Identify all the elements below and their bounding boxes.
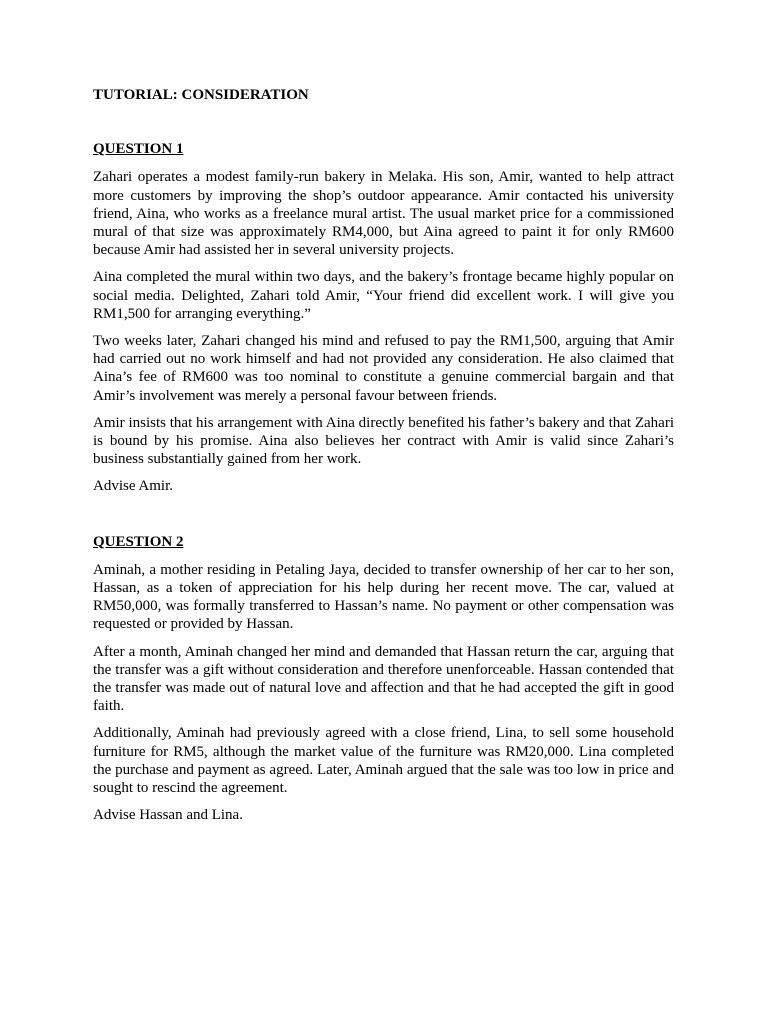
question-2-heading: QUESTION 2 xyxy=(93,533,184,550)
question-2-advise: Advise Hassan and Lina. xyxy=(93,807,243,824)
question-2-paragraph-2: After a month, Aminah changed her mind and demanded that Hassan return the car, arguing that the transfer was a gift without consideration and therefore unenforceable. Hassan contended that the transfer was made out of natural love and affection and that he had accepted the gift in good faith. xyxy=(93,643,674,715)
question-1-section xyxy=(93,140,674,495)
document-title: TUTORIAL: CONSIDERATION xyxy=(93,87,309,103)
question-2-paragraph-3: Additionally, Aminah had previously agreed with a close friend, Lina, to sell some household furniture for RM5, although the market value of the furniture was RM20,000. Lina completed the purchase and payment as agreed. Later, Aminah argued that the sale was too low in price and sought to rescind the agreement. xyxy=(93,725,674,797)
question-2-paragraph-1: Aminah, a mother residing in Petaling Jaya, decided to transfer ownership of her car to her son, Hassan, as a token of appreciation for his help during her recent move. The car, valued at RM50,000, was formally transferred to Hassan’s name. No payment or other compensation was requested or provided by Hassan. xyxy=(93,561,674,633)
question-2-section xyxy=(93,533,674,825)
question-1-paragraph-1: Zahari operates a modest family-run bakery in Melaka. His son, Amir, wanted to help attract more customers by improving the shop’s outdoor appearance. Amir contacted his university friend, Aina, who works as a freelance mural artist. The usual market price for a commissioned mural of that size was approximately RM4,000, but Aina agreed to paint it for only RM600 because Amir had assisted her in several university projects. xyxy=(93,169,674,259)
question-1-advise: Advise Amir. xyxy=(93,478,174,495)
question-1-heading: QUESTION 1 xyxy=(93,141,184,158)
question-1-paragraph-2: Aina completed the mural within two days, and the bakery’s frontage became highly popular on social media. Delighted, Zahari told Amir, “Your friend did excellent work. I will give you RM1,500 for arranging everything.” xyxy=(93,269,674,322)
section-spacer xyxy=(93,496,674,533)
question-1-paragraph-3: Two weeks later, Zahari changed his mind and refused to pay the RM1,500, arguing that Amir had carried out no work himself and had not provided any consideration. He also claimed that Aina’s fee of RM600 was too nominal to constitute a genuine commercial bargain and that Amir’s involvement was merely a personal favour between friends. xyxy=(93,333,674,404)
question-1-paragraph-4: Amir insists that his arrangement with Aina directly benefited his father’s bakery and that Zahari is bound by his promise. Aina also believes her contract with Amir is valid since Zahari’s business substantially gained from her work. xyxy=(93,414,674,468)
document-page xyxy=(93,86,674,825)
